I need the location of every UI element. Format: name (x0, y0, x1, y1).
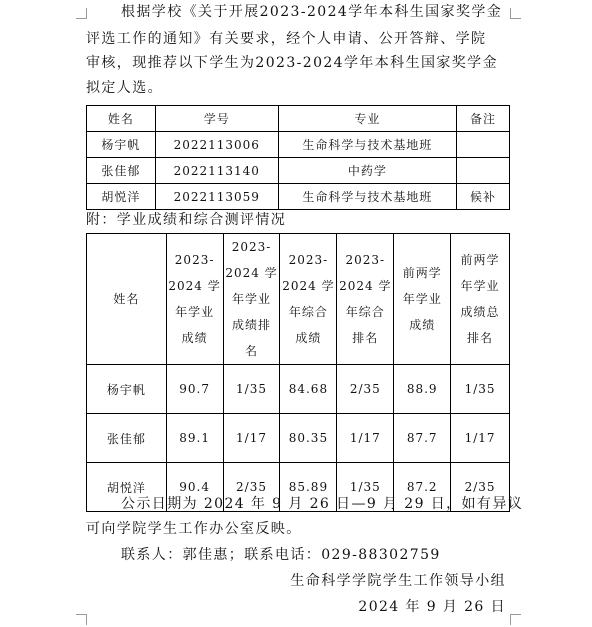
cell-year-composite-rank: 1/35 (337, 463, 394, 512)
cell-year-gpa: 90.7 (166, 365, 223, 414)
notice-line-1: 公示日期为 2024 年 9 月 26 日—9 月 29 日，如有异议 (121, 496, 524, 512)
nominee-table-header (87, 106, 510, 132)
intro-line-4: 拟定人选。 (86, 80, 163, 96)
cell-two-year-rank: 1/35 (451, 365, 510, 414)
cell-remark (457, 132, 510, 158)
header-line: 前两学 (402, 266, 442, 280)
header-line: 成绩总 (460, 305, 500, 319)
table-row (87, 184, 510, 210)
table-row (87, 158, 510, 184)
crop-mark-top-left (76, 8, 87, 19)
cell-year-gpa-rank: 1/17 (223, 414, 280, 463)
cell-major: 生命科学与技术基地班 (278, 184, 456, 210)
header-line: 排名 (467, 331, 494, 345)
table-row (87, 365, 510, 414)
header-lines (87, 286, 166, 312)
header-major: 专业 (278, 106, 456, 132)
cell-name: 张佳郁 (87, 158, 156, 184)
cell-year-composite: 84.68 (280, 365, 337, 414)
score-table-header (87, 234, 510, 365)
header-name: 姓名 (87, 106, 156, 132)
cell-two-year-gpa: 87.7 (394, 414, 451, 463)
header-line: 排名 (352, 331, 379, 345)
cell-year-gpa: 89.1 (166, 414, 223, 463)
intro-line-2: 评选工作的通知》有关要求，经个人申请、公开答辩、学院 (86, 31, 487, 47)
crop-mark-bottom-right (510, 614, 521, 625)
cell-year-composite: 85.89 (280, 463, 337, 512)
cell-year-gpa-rank: 1/35 (223, 365, 280, 414)
cell-year-composite-rank: 2/35 (337, 365, 394, 414)
header-line: 2023- (345, 253, 386, 267)
header-year-gpa (166, 234, 223, 365)
header-line: 姓名 (113, 292, 140, 306)
crop-mark-top-right (510, 8, 521, 19)
signature-org: 生命科学学院学生工作领导小组 (290, 573, 506, 589)
cell-year-gpa-rank: 2/35 (223, 463, 280, 512)
header-name (87, 234, 167, 365)
cell-major: 中药学 (278, 158, 456, 184)
cell-name: 张佳郁 (87, 414, 167, 463)
header-line: 年学业 (231, 292, 271, 306)
header-line: 成绩排 (231, 318, 271, 332)
nominee-table (86, 105, 510, 210)
header-line: 成绩 (409, 318, 436, 332)
header-student-id: 学号 (155, 106, 278, 132)
intro-line-3: 审核，现推荐以下学生为2023-2024学年本科生国家奖学金 (86, 55, 498, 71)
cell-two-year-rank: 2/35 (451, 463, 510, 512)
header-line: 2024 学 (282, 279, 335, 293)
header-line: 2023- (231, 240, 272, 254)
cell-year-composite-rank: 1/17 (337, 414, 394, 463)
cell-student-id: 2022113059 (155, 184, 278, 210)
crop-mark-bottom-left (76, 614, 87, 625)
header-line: 2024 学 (168, 279, 221, 293)
cell-remark (457, 158, 510, 184)
header-remark: 备注 (457, 106, 510, 132)
cell-student-id: 2022113006 (155, 132, 278, 158)
header-year-composite-rank (337, 234, 394, 365)
contact-line: 联系人：郭佳惠；联系电话：029-88302759 (121, 547, 441, 563)
header-lines (451, 247, 509, 351)
table-row (87, 414, 510, 463)
header-line: 2023- (174, 253, 215, 267)
header-line: 年学业 (175, 305, 215, 319)
score-table (86, 233, 510, 512)
header-line: 2023- (288, 253, 329, 267)
header-line: 年学业 (460, 279, 500, 293)
cell-remark: 候补 (457, 184, 510, 210)
cell-two-year-rank: 1/17 (451, 414, 510, 463)
header-lines (280, 247, 336, 351)
header-year-gpa-rank (223, 234, 280, 365)
cell-student-id: 2022113140 (155, 158, 278, 184)
cell-year-composite: 80.35 (280, 414, 337, 463)
appendix-title: 附：学业成绩和综合测评情况 (86, 212, 287, 228)
cell-two-year-gpa: 88.9 (394, 365, 451, 414)
cell-name: 杨宇帆 (87, 132, 156, 158)
header-two-year-rank (451, 234, 510, 365)
cell-year-gpa: 90.4 (166, 463, 223, 512)
header-two-year-gpa (394, 234, 451, 365)
header-year-composite (280, 234, 337, 365)
header-line: 名 (244, 344, 258, 358)
header-lines (337, 247, 393, 351)
cell-two-year-gpa: 87.2 (394, 463, 451, 512)
header-lines (394, 260, 450, 338)
header-line: 2024 学 (225, 266, 278, 280)
cell-name: 杨宇帆 (87, 365, 167, 414)
header-lines (224, 234, 280, 364)
cell-name: 胡悦洋 (87, 184, 156, 210)
header-line: 2024 学 (339, 279, 392, 293)
cell-major: 生命科学与技术基地班 (278, 132, 456, 158)
header-line: 成绩 (181, 331, 208, 345)
notice-line-2: 可向学院学生工作办公室反映。 (86, 521, 302, 537)
header-line: 成绩 (295, 331, 322, 345)
signature-date: 2024 年 9 月 26 日 (358, 599, 506, 615)
header-line: 年学业 (402, 292, 442, 306)
cell-name: 胡悦洋 (87, 463, 167, 512)
table-row (87, 132, 510, 158)
header-line: 年综合 (288, 305, 328, 319)
intro-line-1: 根据学校《关于开展2023-2024学年本科生国家奖学金 (121, 4, 503, 20)
header-line: 年综合 (345, 305, 385, 319)
header-lines (167, 247, 223, 351)
header-line: 前两学 (460, 253, 500, 267)
